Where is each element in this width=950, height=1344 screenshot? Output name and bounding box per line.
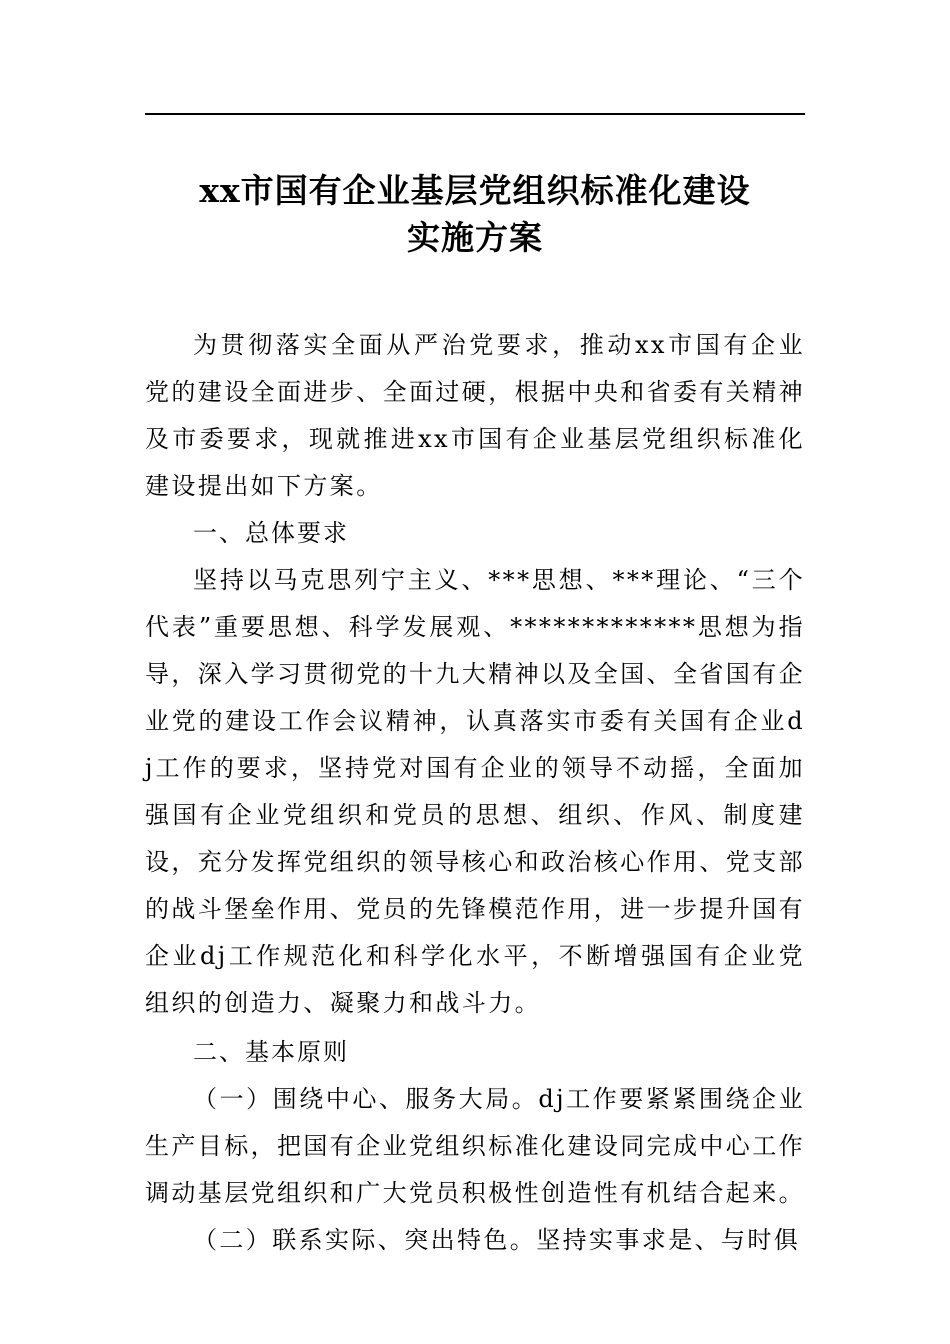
- general-requirements-paragraph: 坚持以马克思列宁主义、***思想、***理论、“三个代表”重要思想、科学发展观、*************思想为指导，深入学习贯彻党的十九大精神以及全国、全省国有企业党的建设工作会议精神，认真落实市委有关国有企业dj工作的要求，坚持党对国有企业的领导不动摇，全面加强国有企业党组织和党员的思想、组织、作风、制度建设，充分发挥党组织的领导核心和政治核心作用、党支部的战斗堡垒作用、党员的先锋模范作用，进一步提升国有企业dj工作规范化和科学化水平，不断增强国有企业党组织的创造力、凝聚力和战斗力。: [145, 566, 805, 1017]
- header-rule: [145, 113, 805, 115]
- principle-1-paragraph: （一）围绕中心、服务大局。dj工作要紧紧围绕企业生产目标，把国有企业党组织标准化建设同完成中心工作调动基层党组织和广大党员积极性创造性有机结合起来。: [145, 1085, 805, 1207]
- section-heading-general-requirements: 一、总体要求: [193, 519, 349, 547]
- document-title-line-1: xx市国有企业基层党组织标准化建设: [199, 171, 751, 210]
- principle-2-paragraph: （二）联系实际、突出特色。坚持实事求是、与时俱: [193, 1226, 801, 1254]
- section-heading-basic-principles: 二、基本原则: [193, 1038, 349, 1066]
- document-body: [145, 322, 805, 1264]
- document-title-line-2: 实施方案: [407, 218, 543, 257]
- intro-paragraph: 为贯彻落实全面从严治党要求，推动xx市国有企业党的建设全面进步、全面过硬，根据中央和省委有关精神及市委要求，现就推进xx市国有企业基层党组织标准化建设提出如下方案。: [145, 331, 805, 500]
